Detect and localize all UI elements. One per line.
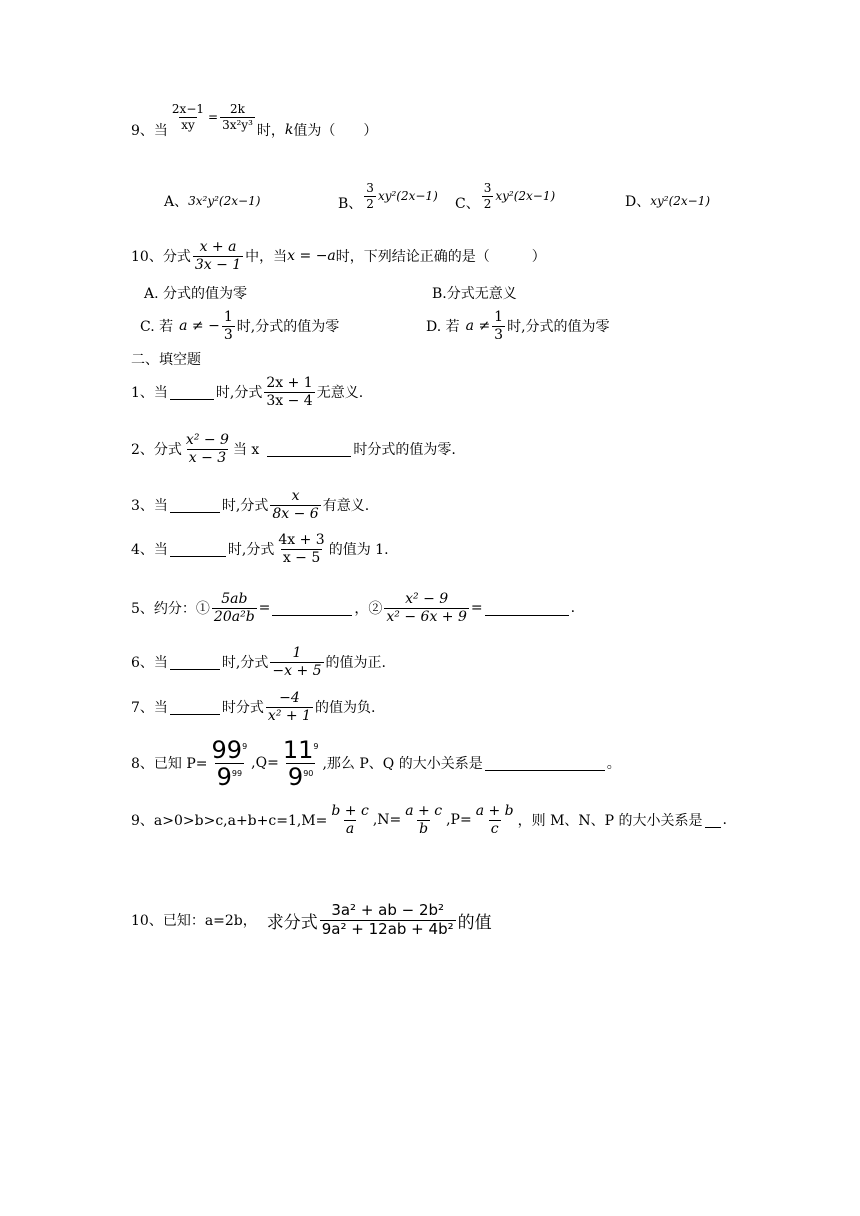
fill-question-8 xyxy=(131,735,621,791)
f5-fraction-1 xyxy=(212,592,257,624)
f4-prefix: 4、当 xyxy=(131,542,168,558)
f2-denominator: x − 3 xyxy=(188,449,227,466)
f5-prefix: 5、约分：① xyxy=(131,601,210,617)
f7-prefix: 7、当 xyxy=(131,700,168,716)
f7-mid-text: 时分式 xyxy=(221,700,264,716)
option-a-label: A、 xyxy=(164,194,189,210)
f5-numerator-2: x² − 9 xyxy=(405,590,449,607)
f8-q-prefix: ,Q= xyxy=(251,755,279,771)
f6-numerator: 1 xyxy=(292,644,302,661)
f6-fraction xyxy=(270,646,323,678)
f8-q-denominator: 9 xyxy=(287,762,304,791)
fill-question-10 xyxy=(131,896,492,944)
f8-p-denominator: 9 xyxy=(216,762,232,791)
f8-q-fraction xyxy=(281,735,321,791)
q10-option-d-condition: a ≠ xyxy=(465,318,491,334)
fill-question-5 xyxy=(131,588,575,628)
q9-k-variable: k xyxy=(284,122,294,138)
q10-option-a-text: A. 分式的值为零 xyxy=(144,286,248,302)
answer-blank[interactable] xyxy=(170,542,226,557)
f3-fraction xyxy=(270,489,320,521)
f3-denominator: 8x − 6 xyxy=(272,505,319,522)
f10-denominator: 9a² + 12ab + 4b² xyxy=(321,919,454,938)
f5-end: . xyxy=(570,600,576,616)
f7-fraction xyxy=(266,691,313,723)
f5-fraction-2 xyxy=(384,592,468,624)
f9-m-numerator: b + c xyxy=(331,802,369,819)
f8-p-fraction xyxy=(210,735,250,791)
f8-q-numerator-exponent: 9 xyxy=(313,741,319,751)
answer-blank[interactable] xyxy=(170,385,214,400)
q9-when-text: 时， xyxy=(256,123,285,139)
q10-option-c-prefix: C. 若 xyxy=(140,319,174,335)
q10-denominator: 3x − 1 xyxy=(194,256,242,273)
f6-mid-text: 时,分式 xyxy=(221,655,269,671)
f3-numerator: x xyxy=(291,487,300,504)
q9-prefix: 9、当 xyxy=(131,123,168,139)
f10-suffix: 的值 xyxy=(457,912,492,933)
f5-equals-2: = xyxy=(470,600,483,616)
f2-numerator: x² − 9 xyxy=(185,431,229,448)
q9-rhs-fraction xyxy=(220,103,255,131)
fill-question-3 xyxy=(131,485,369,525)
fill-question-2 xyxy=(131,429,456,469)
f4-mid-text: 时,分式 xyxy=(227,542,275,558)
f6-denominator: −x + 5 xyxy=(272,662,322,679)
q10-option-c-condition: a ≠ − xyxy=(179,318,220,334)
q10-option-d-fraction xyxy=(492,310,505,342)
q10-mid-text: 中，当 xyxy=(245,249,288,265)
answer-blank[interactable] xyxy=(485,756,605,771)
q10-option-c-suffix: 时,分式的值为零 xyxy=(236,319,340,335)
f9-n-numerator: a + c xyxy=(405,802,443,819)
q10-condition: x = −a xyxy=(287,248,336,264)
f10-mid-text: 求分式 xyxy=(266,912,318,933)
q9-option-a xyxy=(164,186,260,216)
answer-blank[interactable] xyxy=(272,601,352,616)
section-title: 二、填空题 xyxy=(131,352,201,368)
option-d-expression: xy²(2x−1) xyxy=(650,194,711,208)
fill-question-1 xyxy=(131,372,363,412)
f8-end: 。 xyxy=(606,756,621,772)
answer-blank[interactable] xyxy=(485,601,569,616)
option-c-label: C、 xyxy=(455,196,480,212)
f10-fraction xyxy=(320,900,456,938)
q9-equals: = xyxy=(208,110,219,124)
q10-option-d-suffix: 时,分式的值为零 xyxy=(507,319,610,335)
option-b-den: 2 xyxy=(366,196,374,211)
f8-suffix: ,那么 P、Q 的大小关系是 xyxy=(322,756,483,772)
q10-option-d-num: 1 xyxy=(494,308,504,325)
option-c-den: 2 xyxy=(483,196,492,211)
f9-p-denominator: c xyxy=(490,820,499,837)
fill-question-4 xyxy=(131,529,389,569)
q10-option-d-prefix: D. 若 xyxy=(426,319,460,335)
f9-p-numerator: a + b xyxy=(475,802,514,819)
f9-end: . xyxy=(722,812,727,828)
f5-numerator-1: 5ab xyxy=(221,590,248,607)
option-a-expression: 3x²y²(2x−1) xyxy=(188,194,261,208)
option-b-num: 3 xyxy=(366,180,374,195)
q10-option-c-den: 3 xyxy=(223,326,233,343)
f2-suffix: 时分式的值为零. xyxy=(353,442,456,458)
q10-post-text: 时，下列结论正确的是（ ） xyxy=(335,249,546,265)
f2-fraction xyxy=(184,433,231,465)
q10-prefix: 10、分式 xyxy=(131,249,191,265)
fill-question-6 xyxy=(131,642,386,682)
f9-n-prefix: ,N= xyxy=(372,812,402,828)
f2-prefix: 2、分式 xyxy=(131,442,182,458)
f7-denominator: x² + 1 xyxy=(267,707,311,724)
f7-suffix: 的值为负. xyxy=(314,700,376,716)
f10-prefix: 10、已知：a=2b， xyxy=(131,913,257,929)
option-c-num: 3 xyxy=(483,180,492,195)
f9-prefix: 9、a>0>b>c,a+b+c=1,M= xyxy=(131,813,328,829)
q10-option-b xyxy=(432,282,517,304)
section-heading-fill-in xyxy=(131,348,201,370)
q10-option-c xyxy=(140,306,339,346)
f2-mid-text: 当 x xyxy=(232,442,260,458)
f9-n-fraction xyxy=(403,804,444,836)
q9-lhs-fraction xyxy=(170,103,206,131)
f1-mid-text: 时,分式 xyxy=(215,385,263,401)
answer-blank[interactable] xyxy=(267,442,351,457)
f9-p-fraction xyxy=(474,804,516,836)
f1-fraction xyxy=(264,376,314,408)
f10-numerator: 3a² + ab − 2b² xyxy=(331,900,445,919)
f1-denominator: 3x − 4 xyxy=(266,392,313,409)
f5-separator: ，② xyxy=(354,601,383,617)
option-b-expression: xy²(2x−1) xyxy=(377,189,438,203)
q10-option-a xyxy=(144,282,247,304)
f8-q-numerator: 11 xyxy=(282,735,314,764)
q10-option-d xyxy=(426,306,610,346)
q9-value-text: 值为（ ） xyxy=(293,123,378,139)
f4-numerator: 4x + 3 xyxy=(278,531,325,548)
answer-blank[interactable] xyxy=(170,655,220,670)
f8-p-numerator-exponent: 9 xyxy=(242,741,248,751)
f3-prefix: 3、当 xyxy=(131,498,168,514)
option-c-fraction xyxy=(482,182,494,210)
q9-rhs-denominator: 3x²y³ xyxy=(222,117,253,132)
f3-suffix: 有意义. xyxy=(322,498,370,514)
f4-suffix: 的值为 1. xyxy=(328,542,389,558)
q9-option-d xyxy=(625,186,710,216)
q10-option-b-text: B.分式无意义 xyxy=(432,286,517,302)
q9-option-b xyxy=(338,176,438,216)
question-10 xyxy=(131,236,546,276)
q9-option-c xyxy=(455,176,555,216)
f9-suffix: ，则 M、N、P 的大小关系是 xyxy=(517,813,703,829)
f4-denominator: x − 5 xyxy=(282,549,321,566)
q10-numerator: x + a xyxy=(199,238,237,255)
option-b-label: B、 xyxy=(338,196,363,212)
f6-prefix: 6、当 xyxy=(131,655,168,671)
q10-option-c-fraction xyxy=(222,310,235,342)
f8-prefix: 8、已知 P= xyxy=(131,756,208,772)
fill-question-9 xyxy=(131,798,727,842)
f1-numerator: 2x + 1 xyxy=(266,374,313,391)
f3-mid-text: 时,分式 xyxy=(221,498,269,514)
f8-p-numerator: 99 xyxy=(211,735,243,764)
f8-p-denominator-exponent: 99 xyxy=(231,768,243,778)
f9-n-denominator: b xyxy=(419,820,429,837)
f1-suffix: 无意义. xyxy=(316,385,364,401)
q10-option-c-num: 1 xyxy=(223,308,233,325)
fill-question-7 xyxy=(131,687,375,727)
option-d-label: D、 xyxy=(625,194,651,210)
f5-equals-1: = xyxy=(258,600,271,616)
option-c-expression: xy²(2x−1) xyxy=(495,189,556,203)
q9-rhs-numerator: 2k xyxy=(230,101,245,116)
q10-fraction xyxy=(193,240,243,272)
answer-blank[interactable] xyxy=(705,813,721,828)
f4-fraction xyxy=(276,533,326,565)
answer-blank[interactable] xyxy=(170,700,220,715)
question-9 xyxy=(131,100,377,160)
f7-numerator: −4 xyxy=(279,689,300,706)
f1-prefix: 1、当 xyxy=(131,385,168,401)
q9-lhs-denominator: xy xyxy=(181,117,195,132)
q10-option-d-den: 3 xyxy=(494,326,504,343)
f9-m-denominator: a xyxy=(345,820,355,837)
option-b-fraction xyxy=(364,182,376,210)
f9-p-prefix: ,P= xyxy=(446,812,472,828)
f8-q-denominator-exponent: 90 xyxy=(303,768,314,778)
f9-m-fraction xyxy=(329,804,370,836)
q9-lhs-numerator: 2x−1 xyxy=(171,101,205,116)
f6-suffix: 的值为正. xyxy=(325,655,386,671)
answer-blank[interactable] xyxy=(170,498,220,513)
f5-denominator-2: x² − 6x + 9 xyxy=(386,608,467,625)
f5-denominator-1: 20a²b xyxy=(213,608,255,625)
